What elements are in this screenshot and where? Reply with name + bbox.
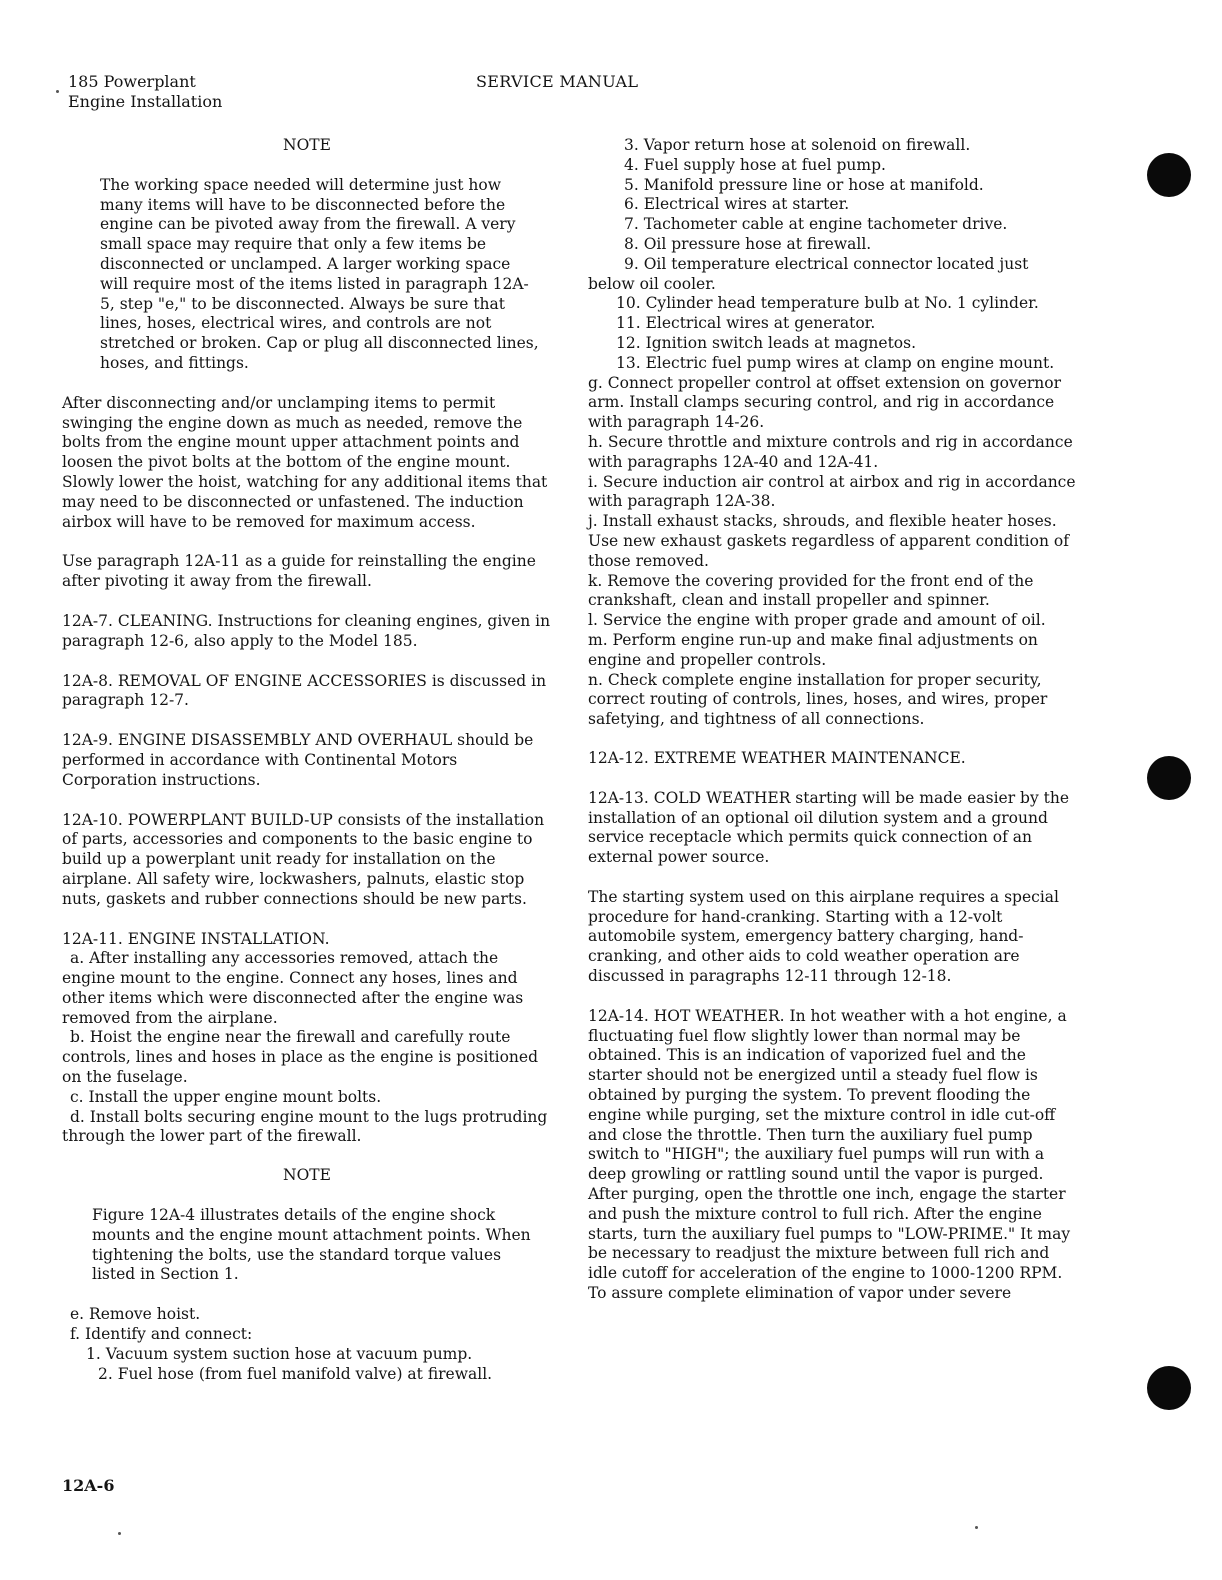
scan-speck [56,90,59,93]
substep-2: 2. Fuel hose (from fuel manifold valve) at firewall. [98,1364,493,1383]
step-e: e. Remove hoist. [70,1305,201,1324]
step-m: m. Perform engine run-up and make final adjustments on engine and propeller controls. [588,630,1038,669]
paragraph: Use paragraph 12A-11 as a guide for reinstalling the engine after pivoting it away from the firewall. [62,552,536,591]
step-l: l. Service the engine with proper grade and amount of oil. [588,611,1046,630]
header-section-title: 185 Powerplant [68,72,196,91]
page-number: 12A-6 [62,1476,115,1495]
step-d: d. Install bolts securing engine mount to the lugs protruding through the lower part of the firewall. [62,1107,548,1146]
manual-title: SERVICE MANUAL [476,72,639,91]
section-12a-13: 12A-13. COLD WEATHER starting will be made easier by the installation of an optional oil dilution system and a ground service receptacle which permits quick connection of an external power source. [588,788,1070,867]
scan-speck [118,1532,121,1535]
step-n: n. Check complete engine installation for proper security, correct routing of controls, lines, hoses, and wires, proper safetying, and tightness of all connections. [588,670,1048,729]
punch-hole-icon [1147,1366,1191,1410]
substep-5: 5. Manifold pressure line or hose at manifold. [624,175,984,194]
substep-4: 4. Fuel supply hose at fuel pump. [624,155,886,174]
substep-13: 13. Electric fuel pump wires at clamp on engine mount. [616,353,1055,372]
section-12a-12: 12A-12. EXTREME WEATHER MAINTENANCE. [588,748,966,767]
note-body: The working space needed will determine just how many items will have to be disconnected before the engine can be pivoted away from the firewall. A very small space may require that only a few items be disconnected or unclamped. A larger working space will require most of the items listed in paragraph 12A-5, step "e," to be disconnected. Always be sure that lines, hoses, electrical wires, and controls are not stretched or broken. Cap or plug all disconnected lines, hoses, and fittings. [100,175,539,372]
note-body: Figure 12A-4 illustrates details of the engine shock mounts and the engine mount attachment points. When tightening the bolts, use the standard torque values listed in Section 1. [92,1206,531,1284]
step-j: j. Install exhaust stacks, shrouds, and flexible heater hoses. Use new exhaust gaskets regardless of apparent condition of those removed. [588,512,1069,570]
note-title: NOTE [283,1166,331,1185]
punch-hole-icon [1147,756,1191,800]
step-g: g. Connect propeller control at offset extension on governor arm. Install clamps securing control, and rig in accordance with paragraph 14-26. [588,373,1062,432]
substep-12: 12. Ignition switch leads at magnetos. [616,333,917,352]
note-title: NOTE [283,136,331,154]
step-h: h. Secure throttle and mixture controls and rig in accordance with paragraphs 12A-40 and 12A-41. [588,432,1073,471]
substep-10: 10. Cylinder head temperature bulb at No. 1 cylinder. [616,294,1039,313]
step-a: a. After installing any accessories removed, attach the engine mount to the engine. Connect any hoses, lines and other items which were disconnected after the engine was removed from the airplane. [62,949,524,1027]
step-b: b. Hoist the engine near the firewall and carefully route controls, lines and hoses in place as the engine is positioned on the fuselage. [62,1028,538,1087]
step-c: c. Install the upper engine mount bolts. [70,1087,382,1106]
substep-8: 8. Oil pressure hose at firewall. [624,234,872,253]
punch-hole-icon [1147,153,1191,197]
substep-1: 1. Vacuum system suction hose at vacuum pump. [86,1344,473,1363]
scan-speck [975,1526,978,1529]
substep-9: 9. Oil temperature electrical connector located just below oil cooler. [588,254,1029,293]
substep-11: 11. Electrical wires at generator. [616,314,876,333]
step-k: k. Remove the covering provided for the front end of the crankshaft, clean and install propeller and spinner. [588,571,1034,610]
page-header-title [476,72,638,91]
step-f: f. Identify and connect: [70,1325,253,1344]
section-12a-8: 12A-8. REMOVAL OF ENGINE ACCESSORIES is discussed in paragraph 12-7. [62,671,547,710]
left-column [62,136,552,1384]
section-12a-11-title: 12A-11. ENGINE INSTALLATION. [62,929,330,948]
section-12a-9: 12A-9. ENGINE DISASSEMBLY AND OVERHAUL should be performed in accordance with Continental Motors Corporation instructions. [62,731,534,789]
substep-7: 7. Tachometer cable at engine tachometer drive. [624,215,1008,234]
page-header-section [68,72,222,112]
section-12a-14: 12A-14. HOT WEATHER. In hot weather with a hot engine, a fluctuating fuel flow slightly lower than normal may be obtained. This is an indication of vaporized fuel and the starter should not be energized until a steady fuel flow is obtained by purging the system. To prevent flooding the engine while purging, set the mixture control in idle cut-off and close the throttle. Then turn the auxiliary fuel pump switch to "HIGH"; the auxiliary fuel pumps will run with a deep growling or rattling sound until the vapor is purged. After purging, open the throttle one inch, engage the starter and push the mixture control to full rich. After the engine starts, turn the auxiliary fuel pumps to "LOW-PRIME." It may be necessary to readjust the mixture between full rich and idle cutoff for acceleration of the engine to 1000-1200 RPM. To assure complete elimination of vapor under severe [588,1006,1071,1303]
substep-6: 6. Electrical wires at starter. [624,195,850,214]
step-i: i. Secure induction air control at airbox and rig in accordance with paragraph 12A-38. [588,472,1076,511]
right-column [588,136,1078,1324]
section-12a-7: 12A-7. CLEANING. Instructions for cleaning engines, given in paragraph 12-6, also apply to the Model 185. [62,611,551,650]
paragraph: The starting system used on this airplane requires a special procedure for hand-cranking. Starting with a 12-volt automobile system, emergency battery charging, hand-cranking, and other aids to cold weather operation are discussed in paragraphs 12-11 through 12-18. [588,887,1059,986]
substep-3: 3. Vapor return hose at solenoid on firewall. [624,136,971,154]
header-section-subtitle: Engine Installation [68,92,223,111]
section-12a-10: 12A-10. POWERPLANT BUILD-UP consists of the installation of parts, accessories and components to the basic engine to build up a powerplant unit ready for installation on the airplane. All safety wire, lockwashers, palnuts, elastic stop nuts, gaskets and rubber connections should be new parts. [62,810,545,908]
paragraph: After disconnecting and/or unclamping items to permit swinging the engine down as much as needed, remove the bolts from the engine mount upper attachment points and loosen the pivot bolts at the bottom of the engine mount. Slowly lower the hoist, watching for any additional items that may need to be disconnected or unfastened. The induction airbox will have to be removed for maximum access. [62,393,548,531]
